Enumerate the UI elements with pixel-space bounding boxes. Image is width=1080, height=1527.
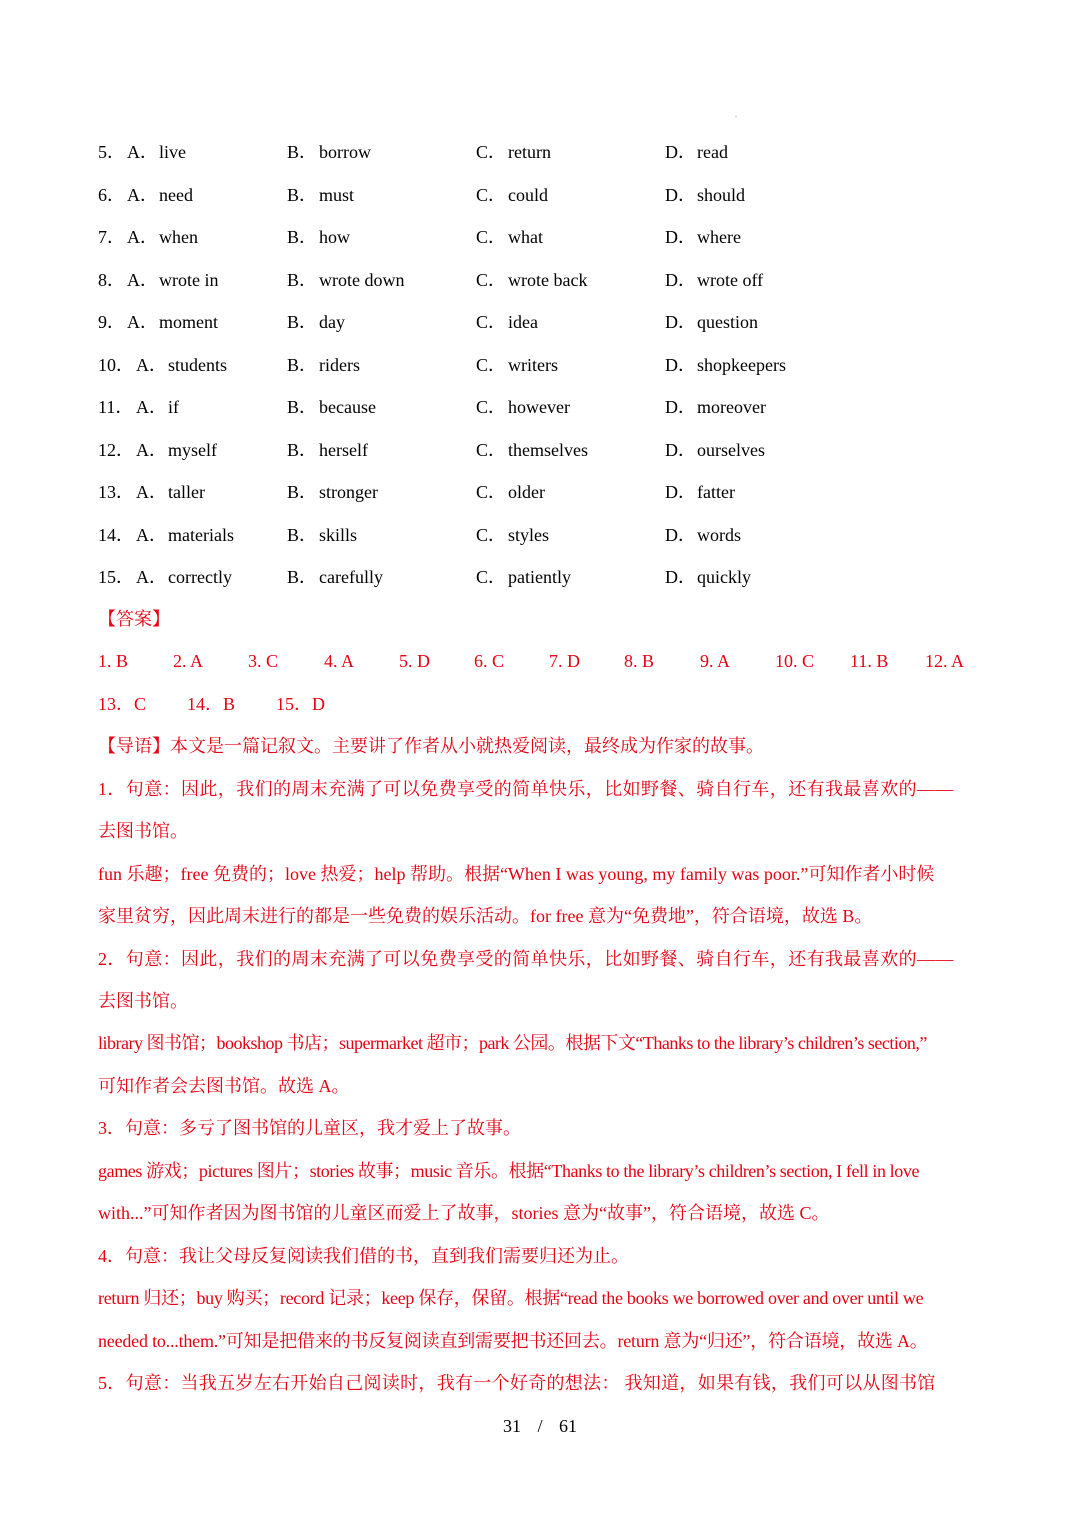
option-text: because xyxy=(319,397,376,417)
option-letter: A． xyxy=(136,397,167,417)
question-row xyxy=(98,307,858,337)
option-text: ourselves xyxy=(697,440,765,460)
question-number: 15． xyxy=(98,567,134,587)
option-letter: B． xyxy=(287,440,318,460)
option-b xyxy=(287,435,368,465)
option-text: if xyxy=(168,397,179,417)
question-number: 8． xyxy=(98,270,125,290)
option-letter: C． xyxy=(476,567,507,587)
option-letter: D． xyxy=(665,440,696,460)
option-text: what xyxy=(508,227,543,247)
option-text: live xyxy=(159,142,186,162)
option-a xyxy=(136,392,179,422)
option-text: quickly xyxy=(697,567,751,587)
option-letter: A． xyxy=(136,440,167,460)
explanation-line: return 归还；buy 购买；record 记录；keep 保存，保留。根据“read the books we borrowed over and over until we xyxy=(98,1288,924,1308)
answer-item: 12. A xyxy=(925,651,965,671)
option-letter: B． xyxy=(287,355,318,375)
option-c xyxy=(476,222,543,252)
option-text: need xyxy=(159,185,193,205)
option-text: when xyxy=(159,227,198,247)
option-text: borrow xyxy=(319,142,371,162)
option-text: must xyxy=(319,185,355,205)
explanation-line: 2．句意：因此，我们的周末充满了可以免费享受的简单快乐，比如野餐、骑自行车，还有我最喜欢的—— xyxy=(98,949,954,969)
option-letter: A． xyxy=(136,567,167,587)
option-letter: D． xyxy=(665,525,696,545)
option-letter: C． xyxy=(476,525,507,545)
question-row xyxy=(98,520,858,550)
page-footer xyxy=(0,1411,1080,1441)
option-b xyxy=(287,520,357,550)
explanation-line: games 游戏；pictures 图片；stories 故事；music 音乐。根据“Thanks to the library’s children’s section, I fell in love xyxy=(98,1161,920,1181)
option-letter: B． xyxy=(287,142,318,162)
question-row xyxy=(98,435,858,465)
explanation-line: 5．句意：当我五岁左右开始自己阅读时，我有一个好奇的想法： 我知道，如果有钱，我们可以从图书馆 xyxy=(98,1373,936,1393)
scan-speck xyxy=(735,116,737,117)
option-letter: D． xyxy=(665,397,696,417)
option-text: wrote back xyxy=(508,270,588,290)
option-a xyxy=(136,350,227,380)
option-letter: D． xyxy=(665,567,696,587)
question-row xyxy=(98,477,858,507)
option-c xyxy=(476,562,571,592)
answer-item: 8. B xyxy=(624,651,655,671)
option-b xyxy=(287,477,378,507)
option-d xyxy=(665,520,741,550)
option-text: styles xyxy=(508,525,550,545)
option-b xyxy=(287,222,350,252)
option-letter: D． xyxy=(665,270,696,290)
page-number-total: 61 xyxy=(559,1416,577,1436)
option-c xyxy=(476,180,548,210)
option-text: day xyxy=(319,312,345,332)
option-a xyxy=(136,520,234,550)
question-row xyxy=(98,222,858,252)
guide-text: 本文是一篇记叙文。主要讲了作者从小就热爱阅读，最终成为作家的故事。 xyxy=(170,736,764,756)
answer-item: 13．C xyxy=(98,694,147,714)
option-d xyxy=(665,265,763,295)
explanation-line: library 图书馆；bookshop 书店；supermarket 超市；park 公园。根据下文“Thanks to the library’s children’s section,” xyxy=(98,1033,927,1053)
answer-item: 10. C xyxy=(775,651,815,671)
option-letter: B． xyxy=(287,482,318,502)
guide-paragraph xyxy=(98,731,764,761)
option-text: idea xyxy=(508,312,538,332)
option-letter: C． xyxy=(476,440,507,460)
question-row xyxy=(98,392,858,422)
option-d xyxy=(665,222,741,252)
option-text: themselves xyxy=(508,440,588,460)
option-a xyxy=(127,265,218,295)
option-c xyxy=(476,392,570,422)
explanation-line: 4．句意：我让父母反复阅读我们借的书，直到我们需要归还为止。 xyxy=(98,1246,629,1266)
option-b xyxy=(287,350,360,380)
answer-item: 14．B xyxy=(187,694,236,714)
option-letter: C． xyxy=(476,355,507,375)
option-b xyxy=(287,180,354,210)
option-text: moment xyxy=(159,312,218,332)
option-letter: B． xyxy=(287,312,318,332)
option-text: older xyxy=(508,482,545,502)
option-c xyxy=(476,137,551,167)
option-letter: C． xyxy=(476,142,507,162)
answer-item: 7. D xyxy=(549,651,580,671)
option-text: wrote off xyxy=(697,270,764,290)
option-c xyxy=(476,350,558,380)
option-c xyxy=(476,520,549,550)
question-row xyxy=(98,180,858,210)
question-row xyxy=(98,137,858,167)
option-text: how xyxy=(319,227,350,247)
answer-item: 9. A xyxy=(700,651,731,671)
option-b xyxy=(287,392,376,422)
question-number: 5． xyxy=(98,142,125,162)
option-d xyxy=(665,392,766,422)
explanation-line: fun 乐趣；free 免费的；love 热爱；help 帮助。根据“When I was young, my family was poor.”可知作者小时候 xyxy=(98,864,935,884)
answer-item: 2. A xyxy=(173,651,204,671)
option-letter: B． xyxy=(287,227,318,247)
question-row xyxy=(98,265,858,295)
answer-item: 3. C xyxy=(248,651,279,671)
question-number: 7． xyxy=(98,227,125,247)
option-d xyxy=(665,180,745,210)
option-text: materials xyxy=(168,525,234,545)
option-letter: C． xyxy=(476,482,507,502)
option-text: read xyxy=(697,142,728,162)
option-b xyxy=(287,265,404,295)
option-letter: A． xyxy=(127,312,158,332)
explanation-line: needed to...them.”可知是把借来的书反复阅读直到需要把书还回去。return 意为“归还”，符合语境，故选 A。 xyxy=(98,1331,928,1351)
option-text: riders xyxy=(319,355,360,375)
option-a xyxy=(136,477,205,507)
option-letter: A． xyxy=(127,227,158,247)
answer-heading: 【答案】 xyxy=(98,609,170,629)
option-text: should xyxy=(697,185,746,205)
option-d xyxy=(665,137,728,167)
option-letter: C． xyxy=(476,312,507,332)
option-letter: C． xyxy=(476,227,507,247)
option-text: fatter xyxy=(697,482,735,502)
option-letter: D． xyxy=(665,185,696,205)
option-text: taller xyxy=(168,482,205,502)
option-text: wrote in xyxy=(159,270,219,290)
option-text: patiently xyxy=(508,567,571,587)
option-text: stronger xyxy=(319,482,378,502)
question-number: 6． xyxy=(98,185,125,205)
option-letter: D． xyxy=(665,142,696,162)
option-letter: B． xyxy=(287,397,318,417)
page-number-current: 31 xyxy=(502,1416,521,1436)
option-letter: B． xyxy=(287,567,318,587)
option-c xyxy=(476,265,587,295)
option-letter: B． xyxy=(287,185,318,205)
answer-item: 1. B xyxy=(98,651,129,671)
option-text: skills xyxy=(319,525,358,545)
option-b xyxy=(287,137,371,167)
option-text: could xyxy=(508,185,548,205)
option-text: where xyxy=(697,227,741,247)
explanation-line: 去图书馆。 xyxy=(98,991,188,1011)
option-text: however xyxy=(508,397,570,417)
option-letter: C． xyxy=(476,397,507,417)
explanation-line: with...”可知作者因为图书馆的儿童区而爱上了故事，stories 意为“故事”，符合语境，故选 C。 xyxy=(98,1203,830,1223)
option-text: correctly xyxy=(168,567,232,587)
answer-item: 5. D xyxy=(399,651,430,671)
option-letter: B． xyxy=(287,270,318,290)
option-letter: A． xyxy=(136,525,167,545)
option-d xyxy=(665,435,765,465)
option-c xyxy=(476,307,538,337)
option-text: words xyxy=(697,525,741,545)
option-text: students xyxy=(168,355,228,375)
option-letter: B． xyxy=(287,525,318,545)
question-number: 13． xyxy=(98,482,134,502)
answer-item: 6. C xyxy=(474,651,505,671)
question-row xyxy=(98,562,858,592)
option-text: shopkeepers xyxy=(697,355,786,375)
option-letter: C． xyxy=(476,185,507,205)
option-c xyxy=(476,477,545,507)
explanation-line: 可知作者会去图书馆。故选 A。 xyxy=(98,1076,350,1096)
option-a xyxy=(136,435,217,465)
guide-label: 【导语】 xyxy=(98,736,170,756)
option-text: wrote down xyxy=(319,270,405,290)
option-a xyxy=(136,562,232,592)
option-text: question xyxy=(697,312,758,332)
answer-item: 15．D xyxy=(276,694,325,714)
option-d xyxy=(665,307,758,337)
option-letter: C． xyxy=(476,270,507,290)
option-letter: D． xyxy=(665,482,696,502)
explanation-line: 1．句意：因此，我们的周末充满了可以免费享受的简单快乐，比如野餐、骑自行车，还有我最喜欢的—— xyxy=(98,779,954,799)
option-a xyxy=(127,180,193,210)
option-letter: A． xyxy=(136,482,167,502)
option-b xyxy=(287,562,383,592)
option-text: carefully xyxy=(319,567,383,587)
option-d xyxy=(665,477,735,507)
question-number: 10． xyxy=(98,355,134,375)
option-a xyxy=(127,137,186,167)
option-letter: A． xyxy=(127,270,158,290)
option-letter: D． xyxy=(665,355,696,375)
option-text: moreover xyxy=(697,397,766,417)
option-letter: A． xyxy=(127,185,158,205)
option-a xyxy=(127,307,218,337)
option-text: writers xyxy=(508,355,558,375)
answer-item: 4. A xyxy=(324,651,355,671)
explanation-line: 3．句意：多亏了图书馆的儿童区，我才爱上了故事。 xyxy=(98,1118,521,1138)
option-c xyxy=(476,435,588,465)
option-letter: D． xyxy=(665,227,696,247)
option-letter: A． xyxy=(136,355,167,375)
option-text: myself xyxy=(168,440,217,460)
question-number: 14． xyxy=(98,525,134,545)
question-row xyxy=(98,350,858,380)
option-text: herself xyxy=(319,440,368,460)
question-number: 11． xyxy=(98,397,134,417)
question-number: 12． xyxy=(98,440,134,460)
option-letter: D． xyxy=(665,312,696,332)
option-d xyxy=(665,562,751,592)
explanation-line: 家里贫穷，因此周末进行的都是一些免费的娱乐活动。for free 意为“免费地”，符合语境，故选 B。 xyxy=(98,906,873,926)
page-number-separator: / xyxy=(537,1416,543,1436)
explanation-line: 去图书馆。 xyxy=(98,821,188,841)
option-d xyxy=(665,350,786,380)
question-number: 9． xyxy=(98,312,125,332)
answer-item: 11. B xyxy=(850,651,889,671)
option-text: return xyxy=(508,142,551,162)
option-letter: A． xyxy=(127,142,158,162)
option-b xyxy=(287,307,345,337)
option-a xyxy=(127,222,198,252)
